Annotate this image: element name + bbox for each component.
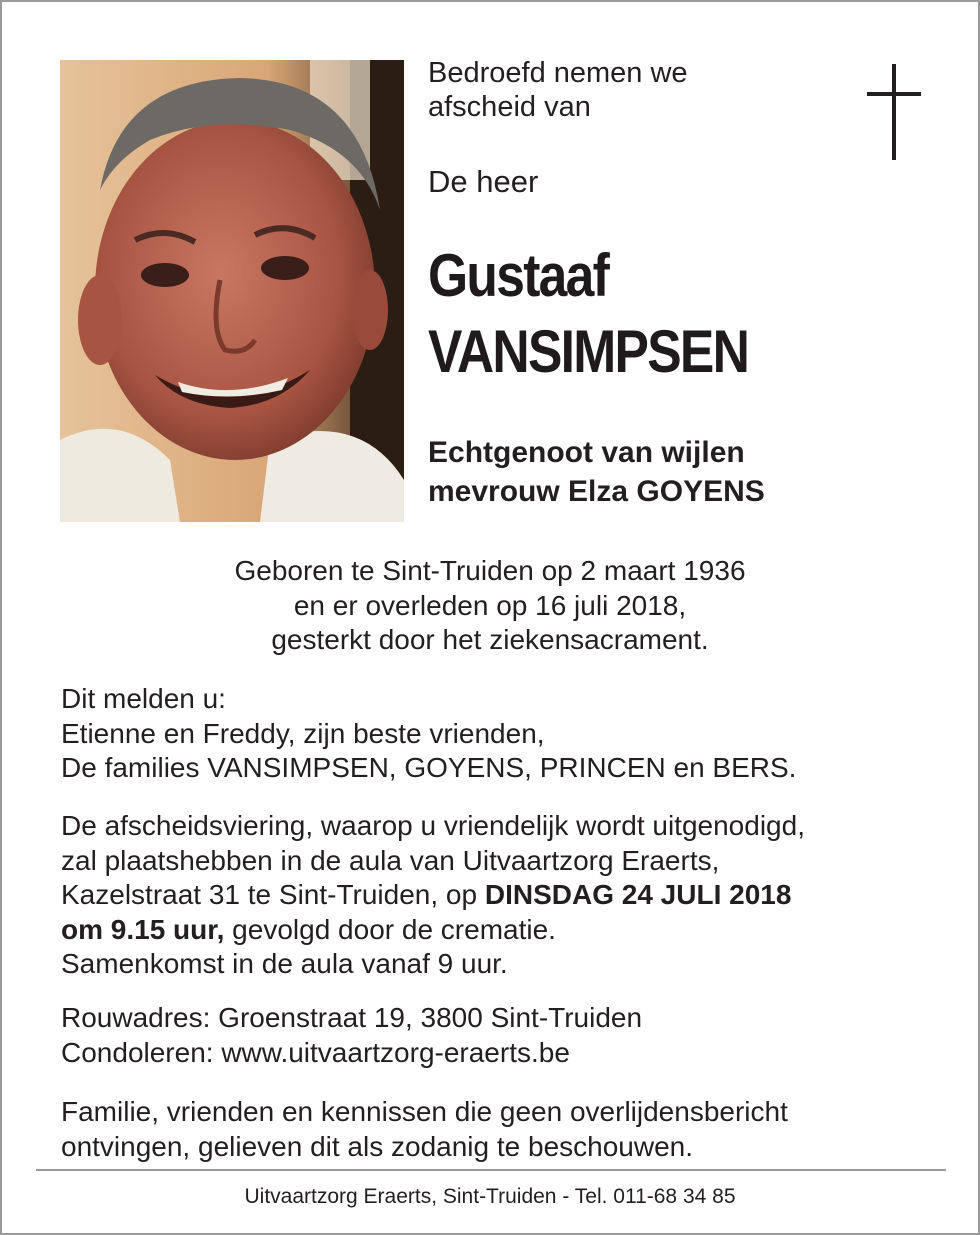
birth-line-2: en er overleden op 16 juli 2018,: [293, 589, 687, 621]
last-name: VANSIMPSEN: [428, 318, 749, 385]
ceremony-date: DINSDAG 24 JULI 2018: [484, 879, 792, 910]
deceased-name: [428, 238, 748, 390]
birth-line-1: Geboren te Sint-Truiden op 2 maart 1936: [234, 555, 746, 586]
spouse-info: [428, 433, 765, 511]
ceremony-line-4: [61, 913, 961, 948]
funeral-home-footer: Uitvaartzorg Eraerts, Sint-Truiden - Tel. 011-68 34 85: [244, 1185, 736, 1208]
ceremony-line-2: zal plaatshebben in de aula van Uitvaartzorg Eraerts,: [61, 844, 720, 876]
spouse-line-2: mevrouw Elza GOYENS: [428, 475, 765, 508]
ceremony-cremation: gevolgd door de crematie.: [224, 913, 556, 945]
notice-line-2: ontvingen, gelieven dit als zodanig te beschouwen.: [61, 1130, 693, 1162]
intro-text: [428, 56, 688, 124]
intro-line-1: Bedroefd nemen we: [428, 57, 688, 89]
footer-divider: [36, 1169, 946, 1171]
intro-line-2: afscheid van: [428, 91, 591, 123]
ceremony-time: om 9.15 uur,: [61, 913, 225, 945]
mourning-address: Rouwadres: Groenstraat 19, 3800 Sint-Truiden: [61, 1002, 643, 1033]
contact-section: [61, 1001, 961, 1070]
ceremony-section: [61, 809, 961, 982]
ceremony-line-3: [61, 878, 961, 913]
ceremony-address: Kazelstraat 31 te Sint-Truiden, op: [61, 879, 485, 910]
announcers-line-2: De families VANSIMPSEN, GOYENS, PRINCEN en BERS.: [61, 752, 797, 783]
announcers-heading: Dit melden u:: [61, 683, 226, 714]
notice-line-1: Familie, vrienden en kennissen die geen overlijdensbericht: [61, 1096, 788, 1127]
birth-death-info: [2, 554, 978, 658]
announcers-section: [61, 682, 961, 786]
ceremony-line-1: De afscheidsviering, waarop u vriendelijk wordt uitgenodigd,: [61, 810, 805, 841]
ceremony-line-5: Samenkomst in de aula vanaf 9 uur.: [61, 948, 508, 979]
birth-line-3: gesterkt door het ziekensacrament.: [271, 624, 709, 655]
honorific: De heer: [428, 164, 539, 199]
cross-icon: [864, 64, 924, 160]
announcers-line-1: Etienne en Freddy, zijn beste vrienden,: [61, 717, 545, 749]
spouse-line-1: Echtgenoot van wijlen: [428, 436, 745, 469]
portrait-photo: [60, 60, 404, 522]
notice-section: [61, 1095, 961, 1164]
condolence-website: Condoleren: www.uitvaartzorg-eraerts.be: [61, 1036, 570, 1068]
first-name: Gustaaf: [428, 242, 609, 309]
